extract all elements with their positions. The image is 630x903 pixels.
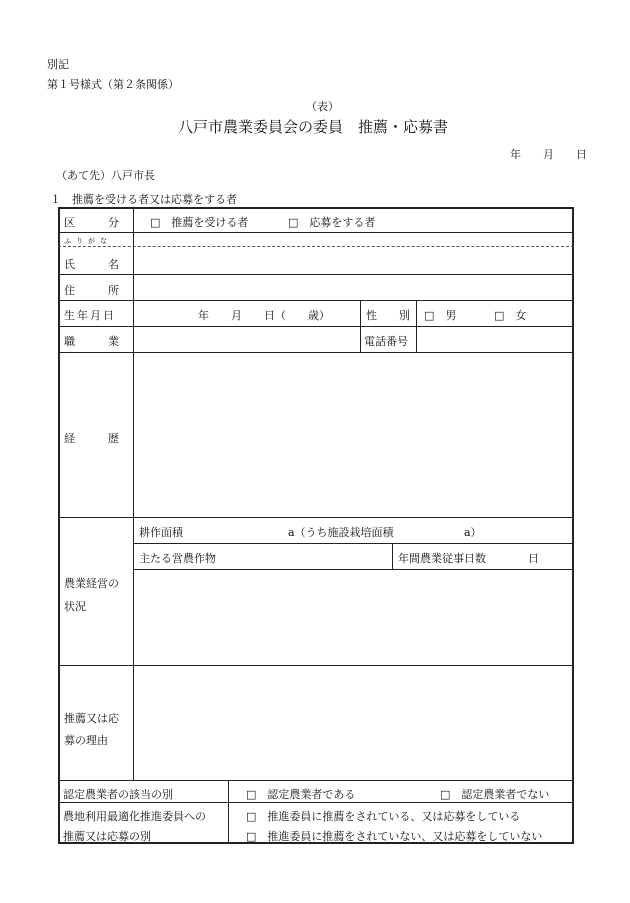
row-divider xyxy=(58,274,574,275)
farming-days-label: 年間農業従事日数 xyxy=(398,552,486,565)
row-divider xyxy=(58,780,574,781)
birthdate-value[interactable]: 年 月 日（ 歳） xyxy=(198,309,330,322)
addressee: （あて先）八戸市長 xyxy=(56,169,155,182)
promotion-no-checkbox[interactable]: □ 推進委員に推薦をされていない、又は応募をしていない xyxy=(246,830,543,843)
greenhouse-area-unit: a） xyxy=(464,526,482,539)
label-column-divider xyxy=(133,207,134,780)
row-divider xyxy=(58,665,574,666)
row-divider xyxy=(58,232,574,233)
page-title: 八戸市農業委員会の委員 推薦・応募書 xyxy=(178,118,449,136)
promotion-yes-checkbox[interactable]: □ 推進委員に推薦をされている、又は応募をしている xyxy=(246,810,521,823)
row-divider xyxy=(58,326,574,327)
annex-label: 別記 xyxy=(47,58,69,71)
farm-status-label-2: 状況 xyxy=(64,600,86,613)
recommended-checkbox[interactable]: □ 推薦を受ける者 xyxy=(150,216,249,229)
row-divider xyxy=(133,569,574,570)
section-heading: １ 推薦を受ける者又は応募をする者 xyxy=(50,193,237,206)
row-divider xyxy=(58,517,574,518)
promotion-committee-label-2: 推薦又は応募の別 xyxy=(63,830,151,843)
promotion-committee-label: 農地利用最適化推進委員への xyxy=(63,810,206,823)
career-label: 経 歴 xyxy=(64,432,119,445)
cultivated-area-unit: a（うち施設栽培面積 xyxy=(288,526,394,539)
reason-label-2: 募の理由 xyxy=(64,734,108,747)
column-divider xyxy=(360,300,361,352)
row-divider xyxy=(133,543,574,544)
birthdate-label: 生年月日 xyxy=(64,309,116,322)
farm-status-label: 農業経営の xyxy=(64,577,119,590)
row-divider xyxy=(58,802,574,803)
certified-yes-checkbox[interactable]: □ 認定農業者である xyxy=(246,788,356,801)
main-crops-label: 主たる営農作物 xyxy=(139,552,216,565)
applicant-checkbox[interactable]: □ 応募をする者 xyxy=(288,216,376,229)
furigana-label: ふりがな xyxy=(64,237,112,245)
sex-label: 性 別 xyxy=(366,309,410,322)
phone-label: 電話番号 xyxy=(364,335,408,348)
date-line: 年 月 日 xyxy=(510,148,587,161)
category-label: 区 分 xyxy=(64,216,119,229)
form-number: 第１号様式（第２条関係） xyxy=(47,78,179,91)
side-label: （表） xyxy=(306,100,339,113)
farming-days-unit: 日 xyxy=(528,552,539,565)
reason-label: 推薦又は応 xyxy=(64,712,119,725)
male-checkbox[interactable]: □ 男 xyxy=(424,309,457,322)
column-divider xyxy=(416,300,417,352)
cultivated-area-label: 耕作面積 xyxy=(139,526,183,539)
row-divider xyxy=(58,246,574,248)
address-label: 住 所 xyxy=(64,284,119,297)
occupation-label: 職 業 xyxy=(64,335,119,348)
row-divider xyxy=(58,352,574,353)
certified-farmer-label: 認定農業者の該当の別 xyxy=(63,788,173,801)
certified-no-checkbox[interactable]: □ 認定農業者でない xyxy=(440,788,550,801)
name-label: 氏 名 xyxy=(64,258,119,271)
column-divider xyxy=(392,543,393,569)
row-divider xyxy=(58,300,574,301)
female-checkbox[interactable]: □ 女 xyxy=(494,309,527,322)
column-divider xyxy=(228,780,229,844)
